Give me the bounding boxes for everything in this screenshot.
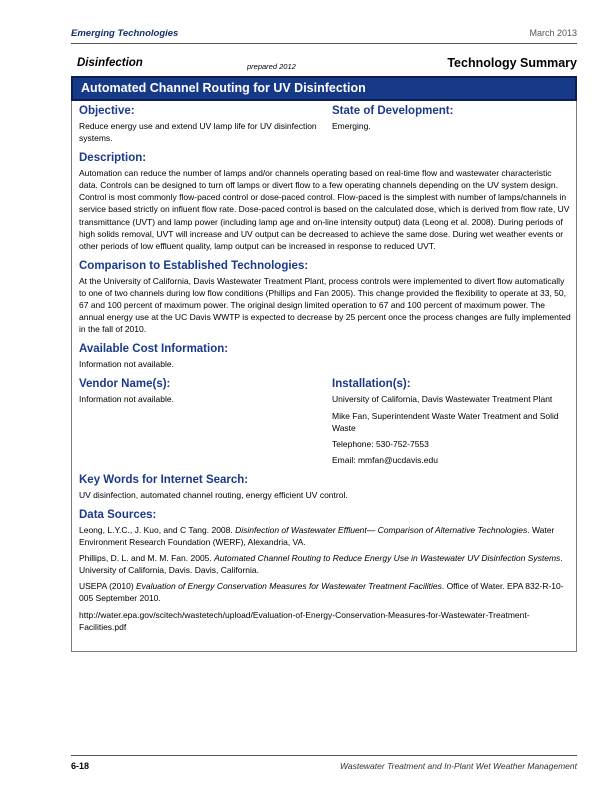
- cost-section: [79, 342, 571, 370]
- summary-label: Technology Summary: [447, 56, 577, 70]
- vendor-heading: Vendor Name(s):: [79, 378, 171, 391]
- installation-heading: Installation(s):: [332, 378, 411, 391]
- vendor-text: Information not available.: [79, 394, 174, 405]
- source-authors: Leong, L.Y.C., J. Kuo, and C Tang. 2008.: [79, 524, 236, 535]
- source-title: Disinfection of Wastewater Effluent— Comparison of Alternative Technologies: [235, 524, 528, 535]
- state-section: [332, 104, 571, 144]
- source-url[interactable]: http://water.epa.gov/scitech/wastetech/upload/Evaluation-of-Energy-Conservation-Measures-for-Wastewater-Treatment-Facilities.pdf: [79, 609, 530, 632]
- keywords-text: UV disinfection, automated channel routing, energy efficient UV control.: [79, 489, 348, 500]
- category-label: Disinfection: [77, 57, 143, 69]
- keywords-section: [79, 473, 571, 501]
- series-title: Emerging Technologies: [71, 28, 179, 39]
- installation-phone: Telephone: 530-752-7553: [332, 438, 429, 449]
- source-publisher: . Office of Water. EPA 832-R-10- 005 September 2010.: [79, 581, 564, 604]
- source-publisher: . Water Environment Research Foundation (WERF), Alexandria, VA.: [79, 524, 555, 548]
- sources-section: [79, 508, 571, 633]
- installation-section: [332, 377, 571, 465]
- technology-title: Automated Channel Routing for UV Disinfection: [81, 81, 366, 95]
- installation-contact: Mike Fan, Superintendent Waste Water Treatment and Solid Waste: [332, 410, 559, 433]
- page-number: 6-18: [71, 761, 90, 771]
- prepared-label: prepared 2012: [247, 62, 296, 71]
- source-publisher: . University of California, Davis. Davis, California.: [79, 553, 563, 576]
- source-title: Evaluation of Energy Conservation Measures for Wastewater Treatment Facilities: [136, 581, 442, 592]
- description-heading: Description:: [79, 152, 147, 165]
- source-authors: Phillips, D. L. and M. M. Fan. 2005.: [79, 553, 215, 564]
- state-heading: State of Development:: [332, 105, 454, 117]
- source-reference: [79, 552, 571, 576]
- installation-email: Email: mmfan@ucdavis.edu: [332, 454, 438, 465]
- state-text: Emerging.: [332, 121, 371, 131]
- objective-heading: Objective:: [79, 105, 135, 117]
- objective-state-row: [79, 104, 571, 144]
- vendor-section: [79, 377, 332, 465]
- publication-title: Wastewater Treatment and In-Plant Wet Weather Management: [339, 761, 577, 771]
- cost-heading: Available Cost Information:: [79, 343, 229, 356]
- header-date: March 2013: [529, 28, 577, 38]
- comparison-text: At the University of California, Davis Wastewater Treatment Plant, process controls were implemented to divert flow automatically to one of two channels during low flow conditions (Phillips and Fan 2005). This change provided the flexibility to operate at 33, 50, 67 and 100 percent of maximum power. The original design limited operation to 67 and 100 percent of maximum power. The annual energy use at the UC Davis WWTP is expected to decrease by 25 percent once the process changes are fully implemented in the fall of 2010.: [79, 275, 571, 335]
- objective-section: [79, 104, 332, 144]
- sources-heading: Data Sources:: [79, 508, 157, 521]
- title-banner: [71, 76, 577, 101]
- running-header: [71, 28, 577, 42]
- cost-text: Information not available.: [79, 359, 174, 370]
- title-row: [71, 57, 577, 73]
- footer-rule: [71, 755, 577, 756]
- source-authors: USEPA (2010): [79, 581, 137, 592]
- description-text: Automation can reduce the number of lamps and/or channels operating based on real-time flow and wastewater characteristic data. Controls can be designed to turn off lamps or divert flow to a few operating channels depending on the UV system design. Control is most commonly flow-paced control or dose-paced control. Flow-paced is the simplest with number of lamps/channels in service based strictly on influent flow rate. Dose-paced control is based on the calculated dose, which is derived from flow rate, UV transmittance (UVT) and lamp power (including lamp age and on-line intensity output) data (Leong et al. 2008). During periods of high solids removal, UVT will increase and UV output can be decreased to achieve the same dose. During wet weather events or other periods of low effluent quality, lamp output can be increased in response to reduced UVT.: [79, 168, 570, 251]
- header-rule: [71, 43, 577, 44]
- objective-text: Reduce energy use and extend UV lamp life for UV disinfection systems.: [79, 121, 317, 144]
- comparison-section: [79, 259, 571, 335]
- source-reference: [79, 524, 571, 548]
- vendor-installation-row: [79, 377, 571, 465]
- source-title: Automated Channel Routing to Reduce Energy Use in Wastewater UV Disinfection Systems: [214, 553, 561, 564]
- keywords-heading: Key Words for Internet Search:: [79, 473, 249, 486]
- comparison-heading: Comparison to Established Technologies:: [79, 259, 309, 272]
- installation-site: University of California, Davis Wastewater Treatment Plant: [332, 394, 553, 405]
- description-section: [79, 151, 571, 252]
- summary-content: [79, 104, 571, 633]
- source-reference: [79, 580, 571, 604]
